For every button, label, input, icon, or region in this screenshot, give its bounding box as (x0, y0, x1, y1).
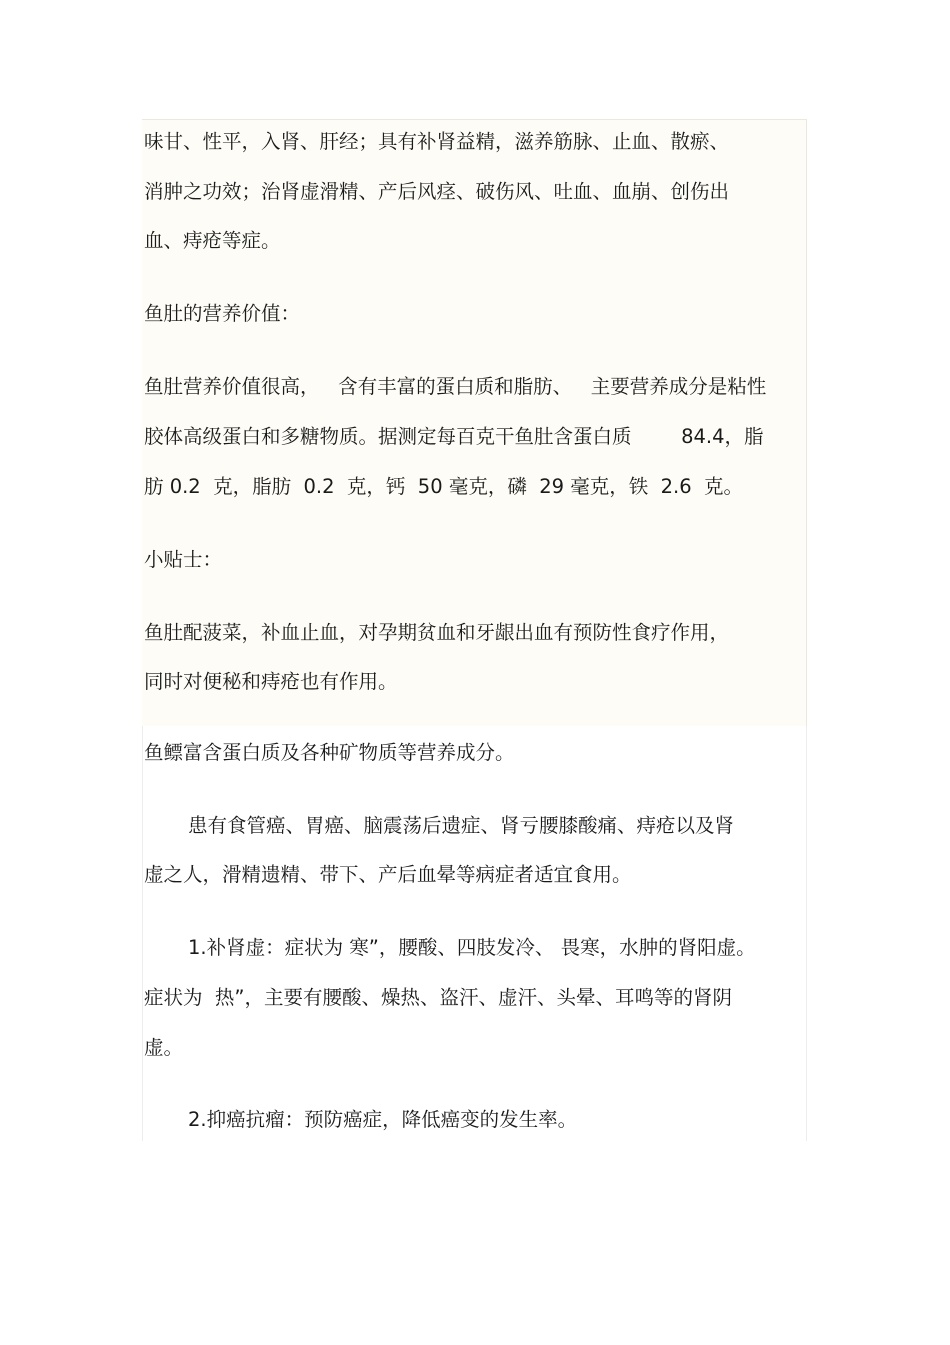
text-line: 鱼肚营养价值很高， 含有丰富的蛋白质和脂肪、 主要营养成分是粘性 (144, 375, 767, 398)
text-line: 肪 0.2 克，脂肪 0.2 克，钙 50 毫克，磷 29 毫克，铁 2.6 克。 (144, 475, 744, 498)
text-line: 鱼鳔富含蛋白质及各种矿物质等营养成分。 (144, 741, 515, 764)
text-line: 消肿之功效；治肾虚滑精、产后风痉、破伤风、吐血、血崩、创伤出 (144, 180, 730, 203)
text-line: 虚。 (144, 1036, 184, 1059)
text-line: 血、痔疮等症。 (144, 229, 281, 252)
text-line: 胶体高级蛋白和多糖物质。据测定每百克干鱼肚含蛋白质 84.4，脂 (144, 425, 764, 448)
text-line: 鱼肚配菠菜，补血止血，对孕期贫血和牙龈出血有预防性食疗作用， (144, 621, 730, 644)
text-line: 2.抑癌抗瘤：预防癌症，降低癌变的发生率。 (188, 1108, 578, 1131)
text-line: 味甘、性平，入肾、肝经；具有补肾益精，滋养筋脉、止血、散瘀、 (144, 130, 730, 153)
text-line: 虚之人，滑精遗精、带下、产后血晕等病症者适宜食用。 (144, 863, 632, 886)
text-line: 1.补肾虚：症状为 寒”，腰酸、四肢发冷、 畏寒，水肿的肾阳虚。 (188, 936, 756, 959)
plain-content-panel (142, 726, 807, 1141)
section-heading-nutrition: 鱼肚的营养价值： (144, 302, 301, 325)
text-line: 同时对便秘和痔疮也有作用。 (144, 670, 398, 693)
text-line: 症状为 热”，主要有腰酸、燥热、盗汗、虚汗、头晕、耳鸣等的肾阴 (144, 986, 732, 1009)
section-heading-tips: 小贴士： (144, 548, 223, 571)
text-line: 患有食管癌、胃癌、脑震荡后遗症、肾亏腰膝酸痛、痔疮以及肾 (188, 814, 735, 837)
